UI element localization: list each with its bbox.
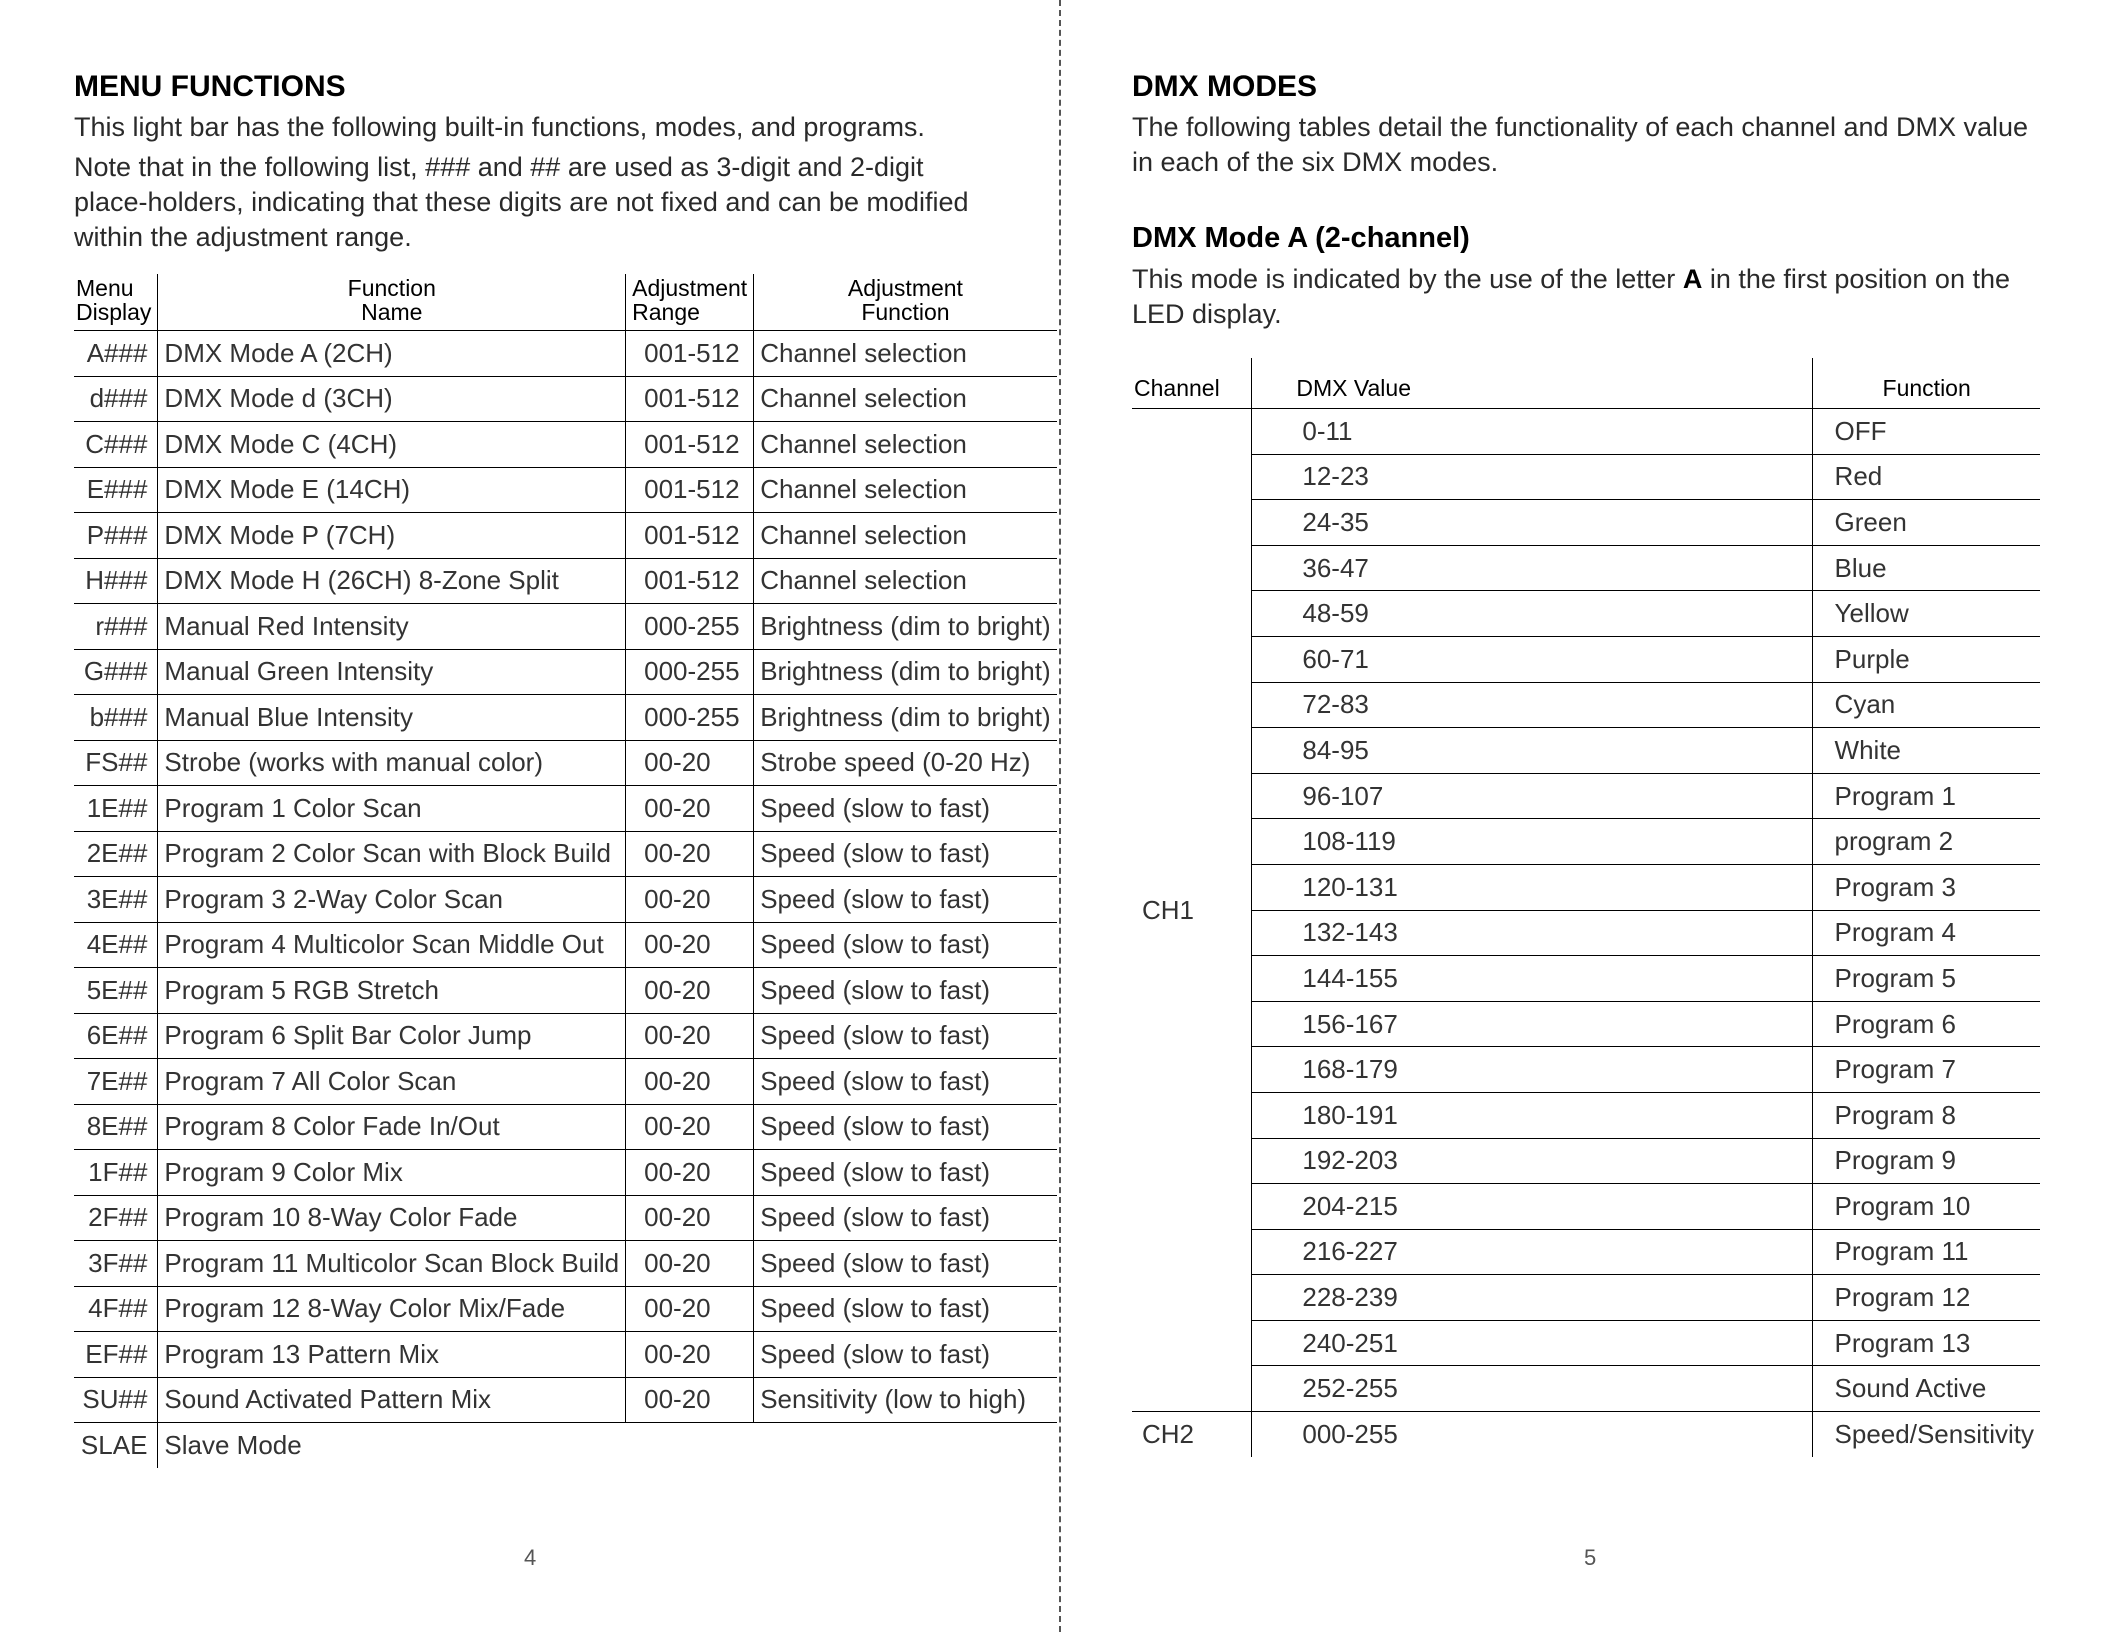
- dmx-value-cell: 48-59: [1252, 591, 1812, 637]
- adjustment-function-cell: Channel selection: [754, 331, 1057, 377]
- table-row: [74, 786, 1057, 832]
- table-row: [74, 877, 1057, 923]
- function-cell: Cyan: [1812, 682, 2040, 728]
- dmx-value-cell: 72-83: [1252, 682, 1812, 728]
- adjustment-range-cell: 00-20: [626, 831, 754, 877]
- table-row: [74, 1013, 1057, 1059]
- dmx-value-cell: 192-203: [1252, 1138, 1812, 1184]
- table-row: [74, 1332, 1057, 1378]
- function-name-cell: Slave Mode: [158, 1423, 626, 1468]
- function-cell: Blue: [1812, 545, 2040, 591]
- adjustment-function-cell: Speed (slow to fast): [754, 1332, 1057, 1378]
- table-row: [1132, 819, 2040, 865]
- function-name-cell: Manual Blue Intensity: [158, 695, 626, 741]
- adjustment-function-cell: Speed (slow to fast): [754, 1059, 1057, 1105]
- function-name-cell: Program 12 8-Way Color Mix/Fade: [158, 1286, 626, 1332]
- dmx-value-cell: 108-119: [1252, 819, 1812, 865]
- function-name-cell: Program 13 Pattern Mix: [158, 1332, 626, 1378]
- function-name-cell: Program 7 All Color Scan: [158, 1059, 626, 1105]
- menu-display-cell: d###: [74, 376, 158, 422]
- table-row: [1132, 1229, 2040, 1275]
- channel-cell-ch1: CH1: [1142, 894, 1195, 925]
- function-cell: Speed/Sensitivity: [1812, 1412, 2040, 1457]
- adjustment-range-cell: 001-512: [626, 513, 754, 559]
- table-row: [74, 1195, 1057, 1241]
- dmx-value-cell: 24-35: [1252, 500, 1812, 546]
- function-name-cell: Program 11 Multicolor Scan Block Build: [158, 1241, 626, 1287]
- table-header-row: [1132, 358, 2040, 409]
- table-row: [74, 922, 1057, 968]
- table-row: [1132, 1412, 2040, 1457]
- dmx-value-cell: 60-71: [1252, 636, 1812, 682]
- dmx-value-cell: 204-215: [1252, 1184, 1812, 1230]
- function-cell: Green: [1812, 500, 2040, 546]
- dmx-value-cell: 120-131: [1252, 864, 1812, 910]
- menu-display-cell: 1E##: [74, 786, 158, 832]
- adjustment-range-cell: 001-512: [626, 376, 754, 422]
- menu-display-cell: FS##: [74, 740, 158, 786]
- table-row: [1132, 1275, 2040, 1321]
- table-row: [74, 1059, 1057, 1105]
- dmx-intro-text: The following tables detail the functionality of each channel and DMX value in each of the six DMX modes.: [1132, 112, 2029, 177]
- function-name-cell: Program 1 Color Scan: [158, 786, 626, 832]
- dmx-value-cell: 144-155: [1252, 956, 1812, 1002]
- table-row: [74, 1150, 1057, 1196]
- function-cell: Program 10: [1812, 1184, 2040, 1230]
- adjustment-range-cell: 000-255: [626, 649, 754, 695]
- function-cell: Sound Active: [1812, 1366, 2040, 1412]
- menu-intro-text: This light bar has the following built-in functions, modes, and programs.: [74, 112, 925, 142]
- table-row: [74, 1423, 1057, 1468]
- function-name-cell: Program 3 2-Way Color Scan: [158, 877, 626, 923]
- function-name-cell: DMX Mode E (14CH): [158, 467, 626, 513]
- adjustment-function-cell: Brightness (dim to bright): [754, 649, 1057, 695]
- menu-display-cell: 8E##: [74, 1104, 158, 1150]
- function-name-cell: Program 4 Multicolor Scan Middle Out: [158, 922, 626, 968]
- table-row: [1132, 910, 2040, 956]
- adjustment-range-cell: 00-20: [626, 1195, 754, 1241]
- table-row: [74, 740, 1057, 786]
- dmx-value-cell: 36-47: [1252, 545, 1812, 591]
- table-row: [1132, 956, 2040, 1002]
- function-cell: Program 12: [1812, 1275, 2040, 1321]
- adjustment-range-cell: 001-512: [626, 422, 754, 468]
- adjustment-function-cell: Channel selection: [754, 558, 1057, 604]
- adjustment-function-cell: Speed (slow to fast): [754, 1104, 1057, 1150]
- menu-display-cell: b###: [74, 695, 158, 741]
- menu-display-cell: 3E##: [74, 877, 158, 923]
- table-row: [74, 604, 1057, 650]
- adjustment-function-cell: Sensitivity (low to high): [754, 1377, 1057, 1423]
- header-channel: Channel: [1132, 358, 1252, 409]
- table-row: [1132, 1320, 2040, 1366]
- function-name-cell: Program 8 Color Fade In/Out: [158, 1104, 626, 1150]
- table-row: [74, 422, 1057, 468]
- table-row: [74, 1286, 1057, 1332]
- menu-display-cell: 2F##: [74, 1195, 158, 1241]
- dmx-value-cell: 168-179: [1252, 1047, 1812, 1093]
- dmx-value-cell: 228-239: [1252, 1275, 1812, 1321]
- menu-display-cell: E###: [74, 467, 158, 513]
- table-row: [74, 649, 1057, 695]
- dmx-mode-a-subheading: DMX Mode A (2-channel): [1132, 222, 1470, 254]
- function-cell: program 2: [1812, 819, 2040, 865]
- menu-display-cell: H###: [74, 558, 158, 604]
- menu-display-cell: 4E##: [74, 922, 158, 968]
- table-row: [1132, 1047, 2040, 1093]
- table-row: [1132, 864, 2040, 910]
- adjustment-range-cell: 000-255: [626, 695, 754, 741]
- adjustment-range-cell: 00-20: [626, 1332, 754, 1378]
- function-cell: Program 11: [1812, 1229, 2040, 1275]
- dmx-mode-a-table: [1132, 358, 2040, 1457]
- adjustment-range-cell: 00-20: [626, 1013, 754, 1059]
- function-name-cell: Manual Red Intensity: [158, 604, 626, 650]
- table-row: [1132, 454, 2040, 500]
- function-cell: Program 3: [1812, 864, 2040, 910]
- page-number: 5: [1584, 1545, 1597, 1570]
- menu-display-cell: EF##: [74, 1332, 158, 1378]
- function-name-cell: Manual Green Intensity: [158, 649, 626, 695]
- function-cell: Program 5: [1812, 956, 2040, 1002]
- menu-display-cell: G###: [74, 649, 158, 695]
- function-name-cell: DMX Mode C (4CH): [158, 422, 626, 468]
- menu-display-cell: P###: [74, 513, 158, 559]
- adjustment-function-cell: Speed (slow to fast): [754, 877, 1057, 923]
- header-adjustment-function: Adjustment Function: [754, 274, 1057, 331]
- adjustment-function-cell: Channel selection: [754, 422, 1057, 468]
- adjustment-range-cell: 00-20: [626, 968, 754, 1014]
- function-cell: Program 8: [1812, 1092, 2040, 1138]
- adjustment-range-cell: 00-20: [626, 740, 754, 786]
- menu-display-cell: 5E##: [74, 968, 158, 1014]
- dmx-value-cell: 12-23: [1252, 454, 1812, 500]
- function-name-cell: Strobe (works with manual color): [158, 740, 626, 786]
- menu-functions-table: [74, 274, 1057, 1468]
- table-row: [74, 513, 1057, 559]
- function-cell: OFF: [1812, 409, 2040, 455]
- dmx-value-cell: 156-167: [1252, 1001, 1812, 1047]
- adjustment-function-cell: Speed (slow to fast): [754, 922, 1057, 968]
- table-row: [1132, 1001, 2040, 1047]
- adjustment-function-cell: Speed (slow to fast): [754, 968, 1057, 1014]
- adjustment-range-cell: 00-20: [626, 1286, 754, 1332]
- table-row: [1132, 500, 2040, 546]
- table-row: [74, 968, 1057, 1014]
- adjustment-range-cell: 00-20: [626, 1104, 754, 1150]
- table-row: [1132, 682, 2040, 728]
- adjustment-function-cell: Speed (slow to fast): [754, 831, 1057, 877]
- function-cell: Red: [1812, 454, 2040, 500]
- adjustment-range-cell: 001-512: [626, 558, 754, 604]
- adjustment-function-cell: Speed (slow to fast): [754, 1150, 1057, 1196]
- header-dmx-value: DMX Value: [1252, 358, 1812, 409]
- table-row: [1132, 409, 2040, 455]
- menu-display-cell: 2E##: [74, 831, 158, 877]
- adjustment-range-cell: 00-20: [626, 922, 754, 968]
- adjustment-range-cell: 000-255: [626, 604, 754, 650]
- adjustment-function-cell: Speed (slow to fast): [754, 1241, 1057, 1287]
- table-row: [74, 1241, 1057, 1287]
- table-header-row: [74, 274, 1057, 331]
- dmx-value-cell: 0-11: [1252, 409, 1812, 455]
- adjustment-function-cell: Brightness (dim to bright): [754, 695, 1057, 741]
- header-function: Function: [1812, 358, 2040, 409]
- dmx-modes-heading: DMX MODES: [1132, 70, 1318, 103]
- adjustment-range-cell: [626, 1423, 754, 1468]
- function-name-cell: Program 6 Split Bar Color Jump: [158, 1013, 626, 1059]
- table-row: [74, 695, 1057, 741]
- menu-display-cell: C###: [74, 422, 158, 468]
- adjustment-range-cell: 001-512: [626, 331, 754, 377]
- header-adjustment-range: Adjustment Range: [626, 274, 754, 331]
- function-cell: Program 7: [1812, 1047, 2040, 1093]
- adjustment-range-cell: 001-512: [626, 467, 754, 513]
- adjustment-range-cell: 00-20: [626, 1377, 754, 1423]
- dmx-value-cell: 84-95: [1252, 728, 1812, 774]
- menu-note-text: Note that in the following list, ### and ## are used as 3-digit and 2-digit place-holders, indicating that these digits are not fixed and can be modified within the adjustment range.: [74, 152, 969, 252]
- adjustment-function-cell: Speed (slow to fast): [754, 1286, 1057, 1332]
- function-cell: Program 13: [1812, 1320, 2040, 1366]
- function-cell: White: [1812, 728, 2040, 774]
- function-cell: Program 4: [1812, 910, 2040, 956]
- adjustment-function-cell: Speed (slow to fast): [754, 1013, 1057, 1059]
- table-row: [1132, 1138, 2040, 1184]
- table-row: [74, 376, 1057, 422]
- table-row: [1132, 545, 2040, 591]
- function-name-cell: DMX Mode P (7CH): [158, 513, 626, 559]
- table-row: [74, 558, 1057, 604]
- adjustment-range-cell: 00-20: [626, 1150, 754, 1196]
- function-cell: Purple: [1812, 636, 2040, 682]
- table-row: [1132, 636, 2040, 682]
- dmx-mode-a-description: This mode is indicated by the use of the letter A in the first position on the LED display.: [1132, 264, 2010, 329]
- table-row: [1132, 773, 2040, 819]
- function-cell: Program 9: [1812, 1138, 2040, 1184]
- menu-display-cell: 7E##: [74, 1059, 158, 1105]
- table-row: [1132, 1092, 2040, 1138]
- function-name-cell: DMX Mode H (26CH) 8-Zone Split: [158, 558, 626, 604]
- dmx-value-cell: 96-107: [1252, 773, 1812, 819]
- adjustment-range-cell: 00-20: [626, 1241, 754, 1287]
- table-row: [74, 1377, 1057, 1423]
- function-name-cell: Sound Activated Pattern Mix: [158, 1377, 626, 1423]
- menu-display-cell: 1F##: [74, 1150, 158, 1196]
- function-name-cell: Program 5 RGB Stretch: [158, 968, 626, 1014]
- adjustment-function-cell: [754, 1423, 1057, 1468]
- dmx-value-cell: 180-191: [1252, 1092, 1812, 1138]
- function-name-cell: DMX Mode d (3CH): [158, 376, 626, 422]
- dmx-value-cell: 240-251: [1252, 1320, 1812, 1366]
- function-name-cell: Program 9 Color Mix: [158, 1150, 626, 1196]
- table-row: [74, 1104, 1057, 1150]
- dmx-value-cell: 252-255: [1252, 1366, 1812, 1412]
- menu-display-cell: SU##: [74, 1377, 158, 1423]
- menu-display-cell: r###: [74, 604, 158, 650]
- header-function-name: Function Name: [158, 274, 626, 331]
- function-name-cell: DMX Mode A (2CH): [158, 331, 626, 377]
- adjustment-function-cell: Speed (slow to fast): [754, 1195, 1057, 1241]
- adjustment-function-cell: Channel selection: [754, 467, 1057, 513]
- adjustment-range-cell: 00-20: [626, 877, 754, 923]
- table-row: [1132, 591, 2040, 637]
- adjustment-range-cell: 00-20: [626, 1059, 754, 1105]
- header-menu-display: Menu Display: [74, 274, 158, 331]
- menu-display-cell: 3F##: [74, 1241, 158, 1287]
- channel-cell-ch2: CH2: [1132, 1412, 1252, 1457]
- menu-display-cell: SLAE: [80, 1429, 148, 1460]
- table-row: [1132, 1184, 2040, 1230]
- dmx-value-cell: 000-255: [1252, 1412, 1812, 1457]
- menu-functions-heading: MENU FUNCTIONS: [74, 70, 346, 103]
- table-row: [1132, 728, 2040, 774]
- table-row: [74, 467, 1057, 513]
- adjustment-function-cell: Channel selection: [754, 376, 1057, 422]
- function-cell: Program 6: [1812, 1001, 2040, 1047]
- function-cell: Yellow: [1812, 591, 2040, 637]
- adjustment-function-cell: Brightness (dim to bright): [754, 604, 1057, 650]
- dmx-value-cell: 132-143: [1252, 910, 1812, 956]
- function-name-cell: Program 10 8-Way Color Fade: [158, 1195, 626, 1241]
- adjustment-function-cell: Channel selection: [754, 513, 1057, 559]
- adjustment-function-cell: Strobe speed (0-20 Hz): [754, 740, 1057, 786]
- function-cell: Program 1: [1812, 773, 2040, 819]
- menu-display-cell: 4F##: [74, 1286, 158, 1332]
- table-row: [74, 831, 1057, 877]
- function-name-cell: Program 2 Color Scan with Block Build: [158, 831, 626, 877]
- adjustment-range-cell: 00-20: [626, 786, 754, 832]
- table-row: [1132, 1366, 2040, 1412]
- dmx-value-cell: 216-227: [1252, 1229, 1812, 1275]
- page-number: 4: [524, 1545, 537, 1570]
- adjustment-function-cell: Speed (slow to fast): [754, 786, 1057, 832]
- menu-display-cell: 6E##: [74, 1013, 158, 1059]
- menu-display-cell: A###: [74, 331, 158, 377]
- table-row: [74, 331, 1057, 377]
